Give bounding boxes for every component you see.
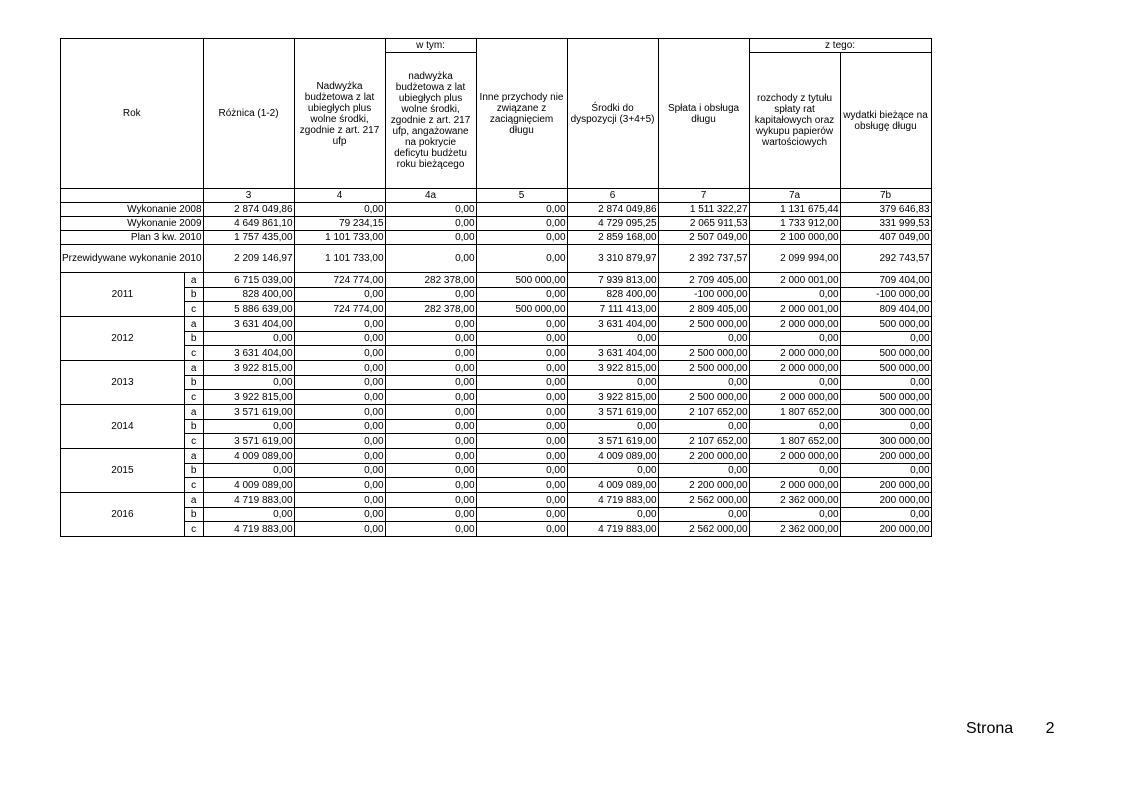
column-number: 5 bbox=[476, 189, 567, 203]
table-row bbox=[61, 478, 932, 493]
table-cell: 4 009 089,00 bbox=[567, 449, 658, 464]
table-cell: 0,00 bbox=[385, 420, 476, 434]
year-label: 2013 bbox=[61, 361, 185, 405]
table-cell: 2 874 049,86 bbox=[567, 203, 658, 217]
table-row bbox=[61, 273, 932, 288]
year-label: 2012 bbox=[61, 317, 185, 361]
table-cell: 2 000 000,00 bbox=[749, 449, 840, 464]
table-cell: 3 631 404,00 bbox=[203, 346, 294, 361]
table-cell: 0,00 bbox=[385, 522, 476, 537]
table-cell: 2 392 737,57 bbox=[658, 245, 749, 273]
table-cell: 0,00 bbox=[385, 376, 476, 390]
table-cell: 3 571 619,00 bbox=[567, 434, 658, 449]
year-label: 2011 bbox=[61, 273, 185, 317]
table-cell: -100 000,00 bbox=[840, 288, 931, 302]
year-label: 2016 bbox=[61, 493, 185, 537]
table-row bbox=[61, 217, 932, 231]
header-nadwyzka-deficyt: nadwyżka budżetowa z lat ubiegłych plus wolne środki, zgodnie z art. 217 ufp, angażowane na pokrycie deficytu budżetu roku bieżącego bbox=[385, 53, 476, 189]
sub-label: a bbox=[184, 405, 203, 420]
table-cell: 331 999,53 bbox=[840, 217, 931, 231]
table-cell: 2 500 000,00 bbox=[658, 346, 749, 361]
financial-table bbox=[60, 38, 932, 537]
table-cell: 292 743,57 bbox=[840, 245, 931, 273]
table-cell: 1 733 912,00 bbox=[749, 217, 840, 231]
table-cell: 3 922 815,00 bbox=[203, 390, 294, 405]
sub-label: a bbox=[184, 493, 203, 508]
table-cell: 0,00 bbox=[476, 231, 567, 245]
table-cell: 0,00 bbox=[385, 332, 476, 346]
table-row bbox=[61, 361, 932, 376]
table-cell: 4 719 883,00 bbox=[567, 493, 658, 508]
sub-label: b bbox=[184, 288, 203, 302]
table-cell: 2 809 405,00 bbox=[658, 302, 749, 317]
table-cell: 2 000 000,00 bbox=[749, 317, 840, 332]
sub-label: a bbox=[184, 317, 203, 332]
sub-label: c bbox=[184, 478, 203, 493]
table-cell: 1 131 675,44 bbox=[749, 203, 840, 217]
table-cell: 2 562 000,00 bbox=[658, 493, 749, 508]
table-cell: 3 631 404,00 bbox=[567, 317, 658, 332]
table-row bbox=[61, 317, 932, 332]
table-cell: 300 000,00 bbox=[840, 434, 931, 449]
table-cell: 0,00 bbox=[476, 420, 567, 434]
table-cell: 0,00 bbox=[658, 420, 749, 434]
table-cell: 0,00 bbox=[749, 420, 840, 434]
table-cell: 407 049,00 bbox=[840, 231, 931, 245]
table-cell: 0,00 bbox=[658, 464, 749, 478]
column-number: 7a bbox=[749, 189, 840, 203]
table-cell: 0,00 bbox=[294, 390, 385, 405]
table-cell: 0,00 bbox=[294, 288, 385, 302]
year-label: 2015 bbox=[61, 449, 185, 493]
table-cell: 4 009 089,00 bbox=[567, 478, 658, 493]
table-cell: 500 000,00 bbox=[840, 361, 931, 376]
table-cell: 200 000,00 bbox=[840, 493, 931, 508]
column-number: 4 bbox=[294, 189, 385, 203]
table-cell: 3 922 815,00 bbox=[203, 361, 294, 376]
sub-label: b bbox=[184, 464, 203, 478]
table-cell: 0,00 bbox=[476, 317, 567, 332]
table-cell: 0,00 bbox=[385, 203, 476, 217]
table-cell: 0,00 bbox=[203, 464, 294, 478]
sub-label: b bbox=[184, 376, 203, 390]
table-cell: 2 362 000,00 bbox=[749, 522, 840, 537]
footer-label: Strona bbox=[966, 720, 1014, 737]
sub-label: c bbox=[184, 302, 203, 317]
table-cell: 3 922 815,00 bbox=[567, 361, 658, 376]
table-cell: 0,00 bbox=[203, 376, 294, 390]
table-cell: 3 571 619,00 bbox=[203, 405, 294, 420]
sub-label: b bbox=[184, 420, 203, 434]
table-cell: 3 922 815,00 bbox=[567, 390, 658, 405]
table-cell: 4 009 089,00 bbox=[203, 478, 294, 493]
table-cell: 1 511 322,27 bbox=[658, 203, 749, 217]
table-cell: 0,00 bbox=[294, 508, 385, 522]
table-cell: 0,00 bbox=[476, 405, 567, 420]
column-number-blank bbox=[61, 189, 204, 203]
header-splata: Spłata i obsługa długu bbox=[658, 39, 749, 189]
table-row bbox=[61, 420, 932, 434]
table-cell: 200 000,00 bbox=[840, 478, 931, 493]
header-inne-przychody: Inne przychody nie związane z zaciągnięciem długu bbox=[476, 39, 567, 189]
table-cell: 3 631 404,00 bbox=[567, 346, 658, 361]
sub-label: b bbox=[184, 332, 203, 346]
table-cell: 3 310 879,97 bbox=[567, 245, 658, 273]
table-cell: 0,00 bbox=[476, 390, 567, 405]
table-cell: 5 886 639,00 bbox=[203, 302, 294, 317]
table-cell: 1 101 733,00 bbox=[294, 245, 385, 273]
table-cell: 2 000 000,00 bbox=[749, 478, 840, 493]
table-cell: 0,00 bbox=[567, 332, 658, 346]
table-cell: 0,00 bbox=[567, 376, 658, 390]
table-cell: 2 000 000,00 bbox=[749, 346, 840, 361]
table-cell: 809 404,00 bbox=[840, 302, 931, 317]
table-cell: 4 719 883,00 bbox=[203, 522, 294, 537]
table-cell: 0,00 bbox=[294, 522, 385, 537]
table-cell: 0,00 bbox=[294, 405, 385, 420]
table-cell: 0,00 bbox=[840, 464, 931, 478]
table-cell: 0,00 bbox=[385, 245, 476, 273]
table-cell: 200 000,00 bbox=[840, 522, 931, 537]
table-cell: 724 774,00 bbox=[294, 302, 385, 317]
table-cell: 0,00 bbox=[385, 478, 476, 493]
table-row bbox=[61, 464, 932, 478]
table-row bbox=[61, 376, 932, 390]
table-cell: 0,00 bbox=[749, 464, 840, 478]
header-roznica: Różnica (1-2) bbox=[203, 39, 294, 189]
table-cell: -100 000,00 bbox=[658, 288, 749, 302]
table-cell: 500 000,00 bbox=[476, 302, 567, 317]
table-cell: 0,00 bbox=[294, 332, 385, 346]
table-cell: 0,00 bbox=[294, 478, 385, 493]
column-number: 3 bbox=[203, 189, 294, 203]
header-rok: Rok bbox=[61, 39, 204, 189]
table-cell: 2 107 652,00 bbox=[658, 405, 749, 420]
table-cell: 4 719 883,00 bbox=[203, 493, 294, 508]
table-row bbox=[61, 245, 932, 273]
table-cell: 4 719 883,00 bbox=[567, 522, 658, 537]
row-label: Przewidywane wykonanie 2010 bbox=[61, 245, 204, 273]
table-cell: 0,00 bbox=[476, 508, 567, 522]
sub-label: c bbox=[184, 390, 203, 405]
table-cell: 0,00 bbox=[385, 405, 476, 420]
table-row bbox=[61, 493, 932, 508]
table-cell: 500 000,00 bbox=[476, 273, 567, 288]
sub-label: c bbox=[184, 346, 203, 361]
table-row bbox=[61, 302, 932, 317]
year-label: 2014 bbox=[61, 405, 185, 449]
table-cell: 0,00 bbox=[658, 508, 749, 522]
table-row bbox=[61, 332, 932, 346]
table-cell: 0,00 bbox=[567, 420, 658, 434]
table-cell: 0,00 bbox=[476, 493, 567, 508]
table-cell: 1 807 652,00 bbox=[749, 405, 840, 420]
table-cell: 0,00 bbox=[476, 464, 567, 478]
table-row bbox=[61, 449, 932, 464]
table-cell: 379 646,83 bbox=[840, 203, 931, 217]
table-cell: 0,00 bbox=[476, 376, 567, 390]
table-row bbox=[61, 203, 932, 217]
table-cell: 0,00 bbox=[385, 449, 476, 464]
table-cell: 1 101 733,00 bbox=[294, 231, 385, 245]
table-cell: 0,00 bbox=[476, 478, 567, 493]
table-row bbox=[61, 405, 932, 420]
table-cell: 2 000 001,00 bbox=[749, 302, 840, 317]
table-cell: 0,00 bbox=[385, 361, 476, 376]
table-cell: 0,00 bbox=[476, 245, 567, 273]
table-row bbox=[61, 231, 932, 245]
table-row bbox=[61, 508, 932, 522]
column-number: 7b bbox=[840, 189, 931, 203]
table-cell: 2 507 049,00 bbox=[658, 231, 749, 245]
table-cell: 0,00 bbox=[294, 376, 385, 390]
table-cell: 2 500 000,00 bbox=[658, 317, 749, 332]
table-cell: 300 000,00 bbox=[840, 405, 931, 420]
table-cell: 282 378,00 bbox=[385, 302, 476, 317]
table-cell: 2 709 405,00 bbox=[658, 273, 749, 288]
table-cell: 0,00 bbox=[294, 449, 385, 464]
table-cell: 2 100 000,00 bbox=[749, 231, 840, 245]
table-cell: 0,00 bbox=[385, 317, 476, 332]
table-cell: 2 000 000,00 bbox=[749, 390, 840, 405]
table-cell: 4 649 861,10 bbox=[203, 217, 294, 231]
column-number: 4a bbox=[385, 189, 476, 203]
table-cell: 0,00 bbox=[385, 464, 476, 478]
table-cell: 0,00 bbox=[385, 508, 476, 522]
header-srodki: Środki do dyspozycji (3+4+5) bbox=[567, 39, 658, 189]
table-cell: 2 200 000,00 bbox=[658, 449, 749, 464]
table-cell: 0,00 bbox=[203, 332, 294, 346]
table-cell: 0,00 bbox=[385, 346, 476, 361]
table-cell: 4 009 089,00 bbox=[203, 449, 294, 464]
table-cell: 500 000,00 bbox=[840, 390, 931, 405]
column-number-row bbox=[61, 189, 932, 203]
table-cell: 0,00 bbox=[385, 231, 476, 245]
header-nadwyzka: Nadwyżka budżetowa z lat ubiegłych plus wolne środki, zgodnie z art. 217 ufp bbox=[294, 39, 385, 189]
table-cell: 0,00 bbox=[385, 217, 476, 231]
table-cell: 0,00 bbox=[294, 346, 385, 361]
row-label: Wykonanie 2008 bbox=[61, 203, 204, 217]
table-cell: 3 631 404,00 bbox=[203, 317, 294, 332]
table-cell: 1 757 435,00 bbox=[203, 231, 294, 245]
sub-label: c bbox=[184, 522, 203, 537]
table-cell: 0,00 bbox=[840, 332, 931, 346]
table-cell: 709 404,00 bbox=[840, 273, 931, 288]
table-cell: 828 400,00 bbox=[567, 288, 658, 302]
table-cell: 0,00 bbox=[476, 217, 567, 231]
table-cell: 2 000 000,00 bbox=[749, 361, 840, 376]
table-row bbox=[61, 346, 932, 361]
table-cell: 0,00 bbox=[385, 493, 476, 508]
table-cell: 0,00 bbox=[385, 288, 476, 302]
table-cell: 500 000,00 bbox=[840, 346, 931, 361]
table-cell: 200 000,00 bbox=[840, 449, 931, 464]
table-cell: 0,00 bbox=[840, 376, 931, 390]
table-cell: 2 107 652,00 bbox=[658, 434, 749, 449]
table-cell: 6 715 039,00 bbox=[203, 273, 294, 288]
table-cell: 2 500 000,00 bbox=[658, 390, 749, 405]
table-cell: 2 000 001,00 bbox=[749, 273, 840, 288]
header-rozchody: rozchody z tytułu spłaty rat kapitałowych oraz wykupu papierów wartościowych bbox=[749, 53, 840, 189]
table-cell: 282 378,00 bbox=[385, 273, 476, 288]
table-cell: 2 874 049,86 bbox=[203, 203, 294, 217]
table-cell: 0,00 bbox=[476, 449, 567, 464]
table-cell: 0,00 bbox=[476, 522, 567, 537]
sub-label: a bbox=[184, 361, 203, 376]
table-cell: 724 774,00 bbox=[294, 273, 385, 288]
table-cell: 2 065 911,53 bbox=[658, 217, 749, 231]
table-cell: 0,00 bbox=[294, 464, 385, 478]
table-cell: 0,00 bbox=[476, 332, 567, 346]
table-cell: 2 859 168,00 bbox=[567, 231, 658, 245]
table-row bbox=[61, 434, 932, 449]
header-wydatki: wydatki bieżące na obsługę długu bbox=[840, 53, 931, 189]
table-cell: 2 209 146,97 bbox=[203, 245, 294, 273]
table-cell: 0,00 bbox=[294, 420, 385, 434]
table-cell: 0,00 bbox=[658, 376, 749, 390]
table-cell: 79 234,15 bbox=[294, 217, 385, 231]
table-cell: 4 729 095,25 bbox=[567, 217, 658, 231]
table-cell: 2 562 000,00 bbox=[658, 522, 749, 537]
page-number: 2 bbox=[1045, 720, 1055, 737]
table-cell: 0,00 bbox=[476, 361, 567, 376]
table-cell: 0,00 bbox=[749, 376, 840, 390]
table-cell: 0,00 bbox=[294, 434, 385, 449]
row-label: Wykonanie 2009 bbox=[61, 217, 204, 231]
table-cell: 0,00 bbox=[840, 420, 931, 434]
table-cell: 0,00 bbox=[294, 203, 385, 217]
table-cell: 0,00 bbox=[749, 332, 840, 346]
table-cell: 2 362 000,00 bbox=[749, 493, 840, 508]
sub-label: a bbox=[184, 449, 203, 464]
table-cell: 1 807 652,00 bbox=[749, 434, 840, 449]
table-cell: 0,00 bbox=[294, 361, 385, 376]
table-row bbox=[61, 288, 932, 302]
header-w-tym: w tym: bbox=[385, 39, 476, 53]
table-cell: 2 200 000,00 bbox=[658, 478, 749, 493]
sub-label: b bbox=[184, 508, 203, 522]
table-cell: 0,00 bbox=[385, 434, 476, 449]
table-cell: 0,00 bbox=[567, 464, 658, 478]
table-cell: 0,00 bbox=[294, 317, 385, 332]
table-cell: 0,00 bbox=[749, 288, 840, 302]
table-row bbox=[61, 522, 932, 537]
table-row bbox=[61, 390, 932, 405]
table-cell: 500 000,00 bbox=[840, 317, 931, 332]
table-cell: 0,00 bbox=[476, 434, 567, 449]
table-cell: 3 571 619,00 bbox=[203, 434, 294, 449]
sub-label: a bbox=[184, 273, 203, 288]
table-cell: 0,00 bbox=[567, 508, 658, 522]
column-number: 6 bbox=[567, 189, 658, 203]
table-cell: 0,00 bbox=[385, 390, 476, 405]
table-cell: 0,00 bbox=[203, 508, 294, 522]
table-cell: 0,00 bbox=[840, 508, 931, 522]
table-cell: 7 111 413,00 bbox=[567, 302, 658, 317]
table-cell: 0,00 bbox=[658, 332, 749, 346]
table-cell: 3 571 619,00 bbox=[567, 405, 658, 420]
row-label: Plan 3 kw. 2010 bbox=[61, 231, 204, 245]
table-cell: 7 939 813,00 bbox=[567, 273, 658, 288]
table-cell: 0,00 bbox=[476, 346, 567, 361]
table-cell: 0,00 bbox=[476, 203, 567, 217]
sub-label: c bbox=[184, 434, 203, 449]
table-cell: 2 099 994,00 bbox=[749, 245, 840, 273]
column-number: 7 bbox=[658, 189, 749, 203]
table-cell: 0,00 bbox=[476, 288, 567, 302]
table-cell: 2 500 000,00 bbox=[658, 361, 749, 376]
table-cell: 828 400,00 bbox=[203, 288, 294, 302]
table-cell: 0,00 bbox=[294, 493, 385, 508]
page-footer bbox=[966, 720, 1055, 738]
header-z-tego: z tego: bbox=[749, 39, 931, 53]
table-body bbox=[61, 203, 932, 537]
table-cell: 0,00 bbox=[203, 420, 294, 434]
table-cell: 0,00 bbox=[749, 508, 840, 522]
